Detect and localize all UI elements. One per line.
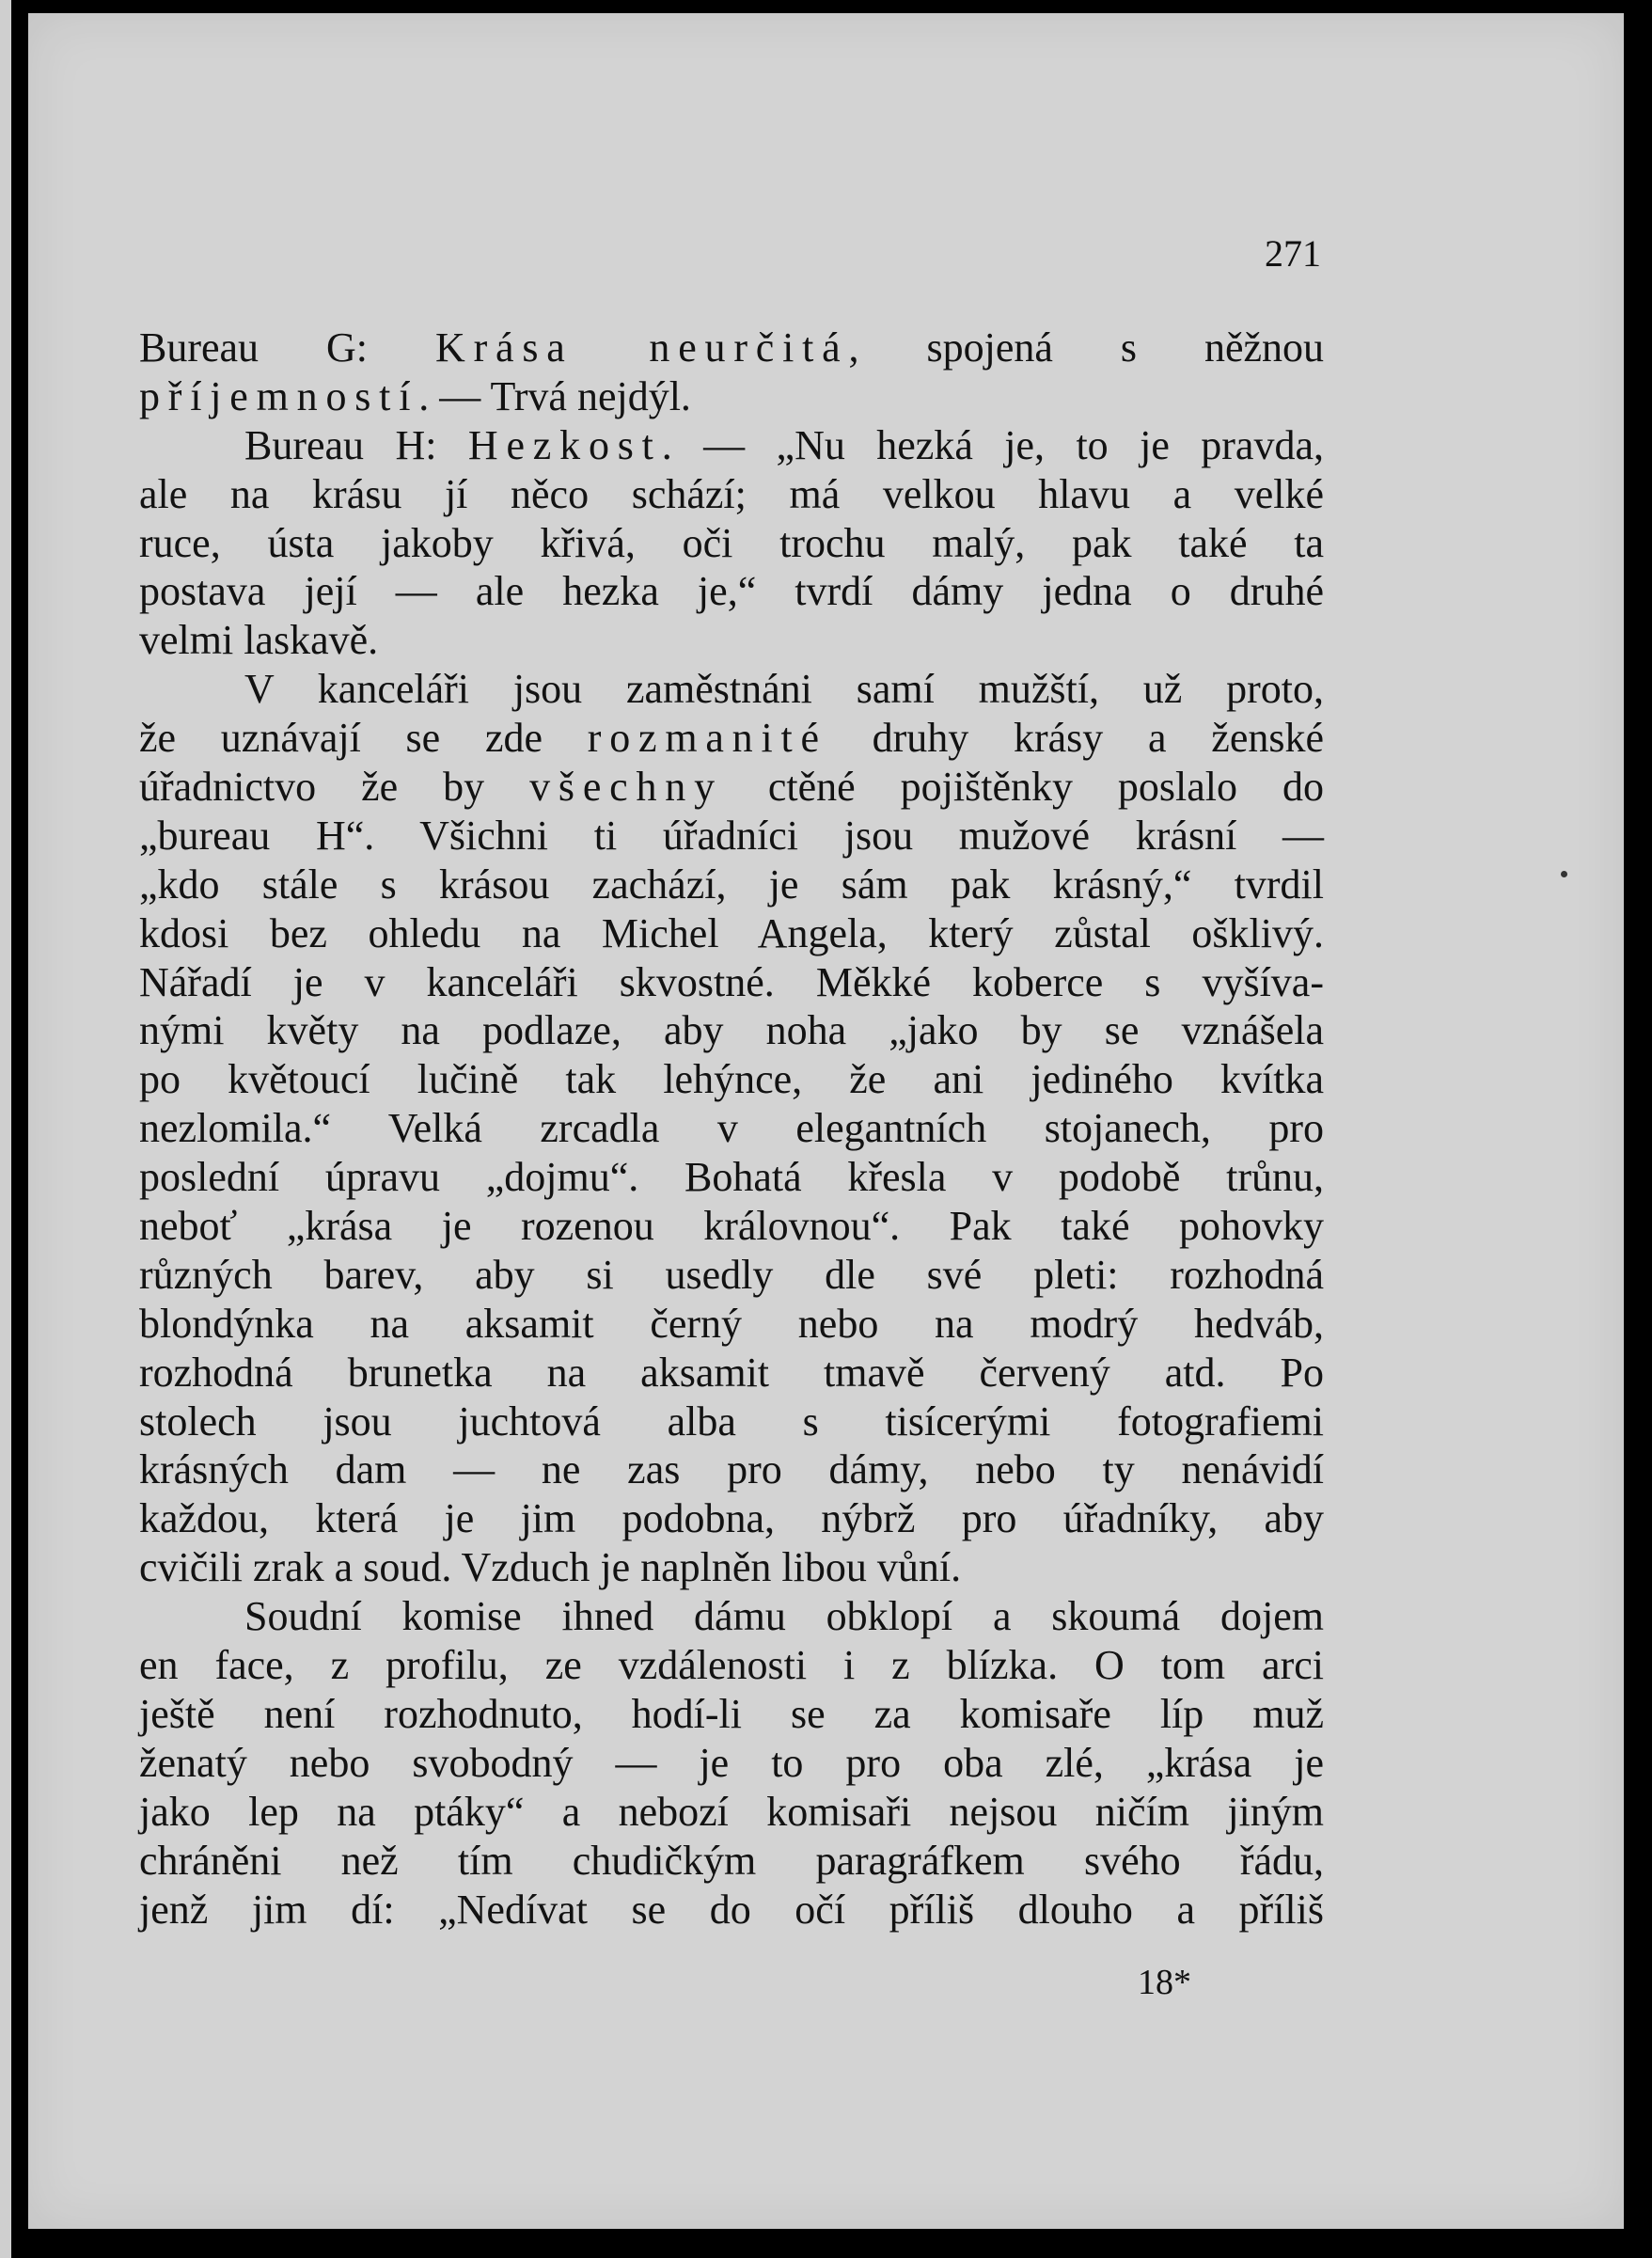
text-line: nými květy na podlaze, aby noha „jako by se vznášela — [139, 1007, 1324, 1054]
text-line: každou, která je jim podobna, nýbrž pro úřadníky, aby — [139, 1495, 1324, 1542]
text-line: postava její — ale hezka je,“ tvrdí dámy jedna o druhé — [139, 568, 1324, 615]
text-line: Nářadí je v kanceláři skvostné. Měkké koberce s vyšíva- — [139, 958, 1324, 1005]
text-line: různých barev, aby si usedly dle své pleti: rozhodná — [139, 1251, 1324, 1298]
body-text — [139, 324, 1324, 1934]
text-line: ale na krásu jí něco schází; má velkou hlavu a velké — [139, 470, 1324, 517]
text-line: jenž jim dí: „Nedívat se do očí příliš dlouho a příliš — [139, 1886, 1324, 1933]
text-line: ještě není rozhodnuto, hodí-li se za komisaře líp muž — [139, 1690, 1324, 1737]
text-line: cvičili zrak a soud. Vzduch je naplněn libou vůní. — [139, 1544, 962, 1591]
signature-mark: 18* — [1138, 1963, 1191, 2002]
text-line: kdosi bez ohledu na Michel Angela, který zůstal ošklivý. — [139, 909, 1324, 956]
text-line: poslední úpravu „dojmu“. Bohatá křesla v podobě trůnu, — [139, 1154, 1324, 1201]
text-line: ženatý nebo svobodný — je to pro oba zlé, „krása je — [139, 1739, 1324, 1786]
text-line: krásných dam — ne zas pro dámy, nebo ty nenávidí — [139, 1446, 1324, 1493]
text-line: nezlomila.“ Velká zrcadla v elegantních stojanech, pro — [139, 1105, 1324, 1152]
text-line: Bureau H: Hezkost. — „Nu hezká je, to je pravda, — [244, 421, 1324, 468]
text-line: po květoucí lučině tak lehýnce, že ani jediného kvítka — [139, 1056, 1324, 1103]
text-line: Soudní komise ihned dámu obklopí a skoumá dojem — [244, 1593, 1324, 1640]
text-line: příjemností. — Trvá nejdýl. — [139, 372, 691, 419]
book-page — [28, 13, 1624, 2229]
text-line: rozhodná brunetka na aksamit tmavě červený atd. Po — [139, 1349, 1324, 1396]
text-line: V kanceláři jsou zaměstnáni samí mužští, už proto, — [244, 666, 1324, 713]
text-line: en face, z profilu, ze vzdálenosti i z blízka. O tom arci — [139, 1642, 1324, 1689]
text-line: úřadnictvo že by všechny ctěné pojištěnky poslalo do — [139, 764, 1324, 811]
text-line: „kdo stále s krásou zachází, je sám pak krásný,“ tvrdil — [139, 861, 1324, 908]
page-number: 271 — [1265, 232, 1321, 275]
text-line: ruce, ústa jakoby křivá, oči trochu malý, pak také ta — [139, 519, 1324, 566]
left-page-edge — [0, 0, 11, 2258]
text-line: že uznávají se zde rozmanité druhy krásy a ženské — [139, 715, 1325, 762]
text-line: velmi laskavě. — [139, 617, 379, 664]
text-line: blondýnka na aksamit černý nebo na modrý hedváb, — [139, 1300, 1324, 1347]
text-line: „bureau H“. Všichni ti úřadníci jsou mužové krásní — — [139, 812, 1324, 859]
text-line: neboť „krása je rozenou královnou“. Pak také pohovky — [139, 1203, 1324, 1250]
text-line: Bureau G: Krása neurčitá, spojená s něžnou — [139, 324, 1325, 371]
text-line: stolech jsou juchtová alba s tisícerými fotografiemi — [139, 1397, 1324, 1445]
text-line: chráněni než tím chudičkým paragráfkem svého řádu, — [139, 1837, 1324, 1884]
text-line: jako lep na ptáky“ a nebozí komisaři nejsou ničím jiným — [139, 1788, 1324, 1835]
paper-speck — [1561, 871, 1567, 877]
